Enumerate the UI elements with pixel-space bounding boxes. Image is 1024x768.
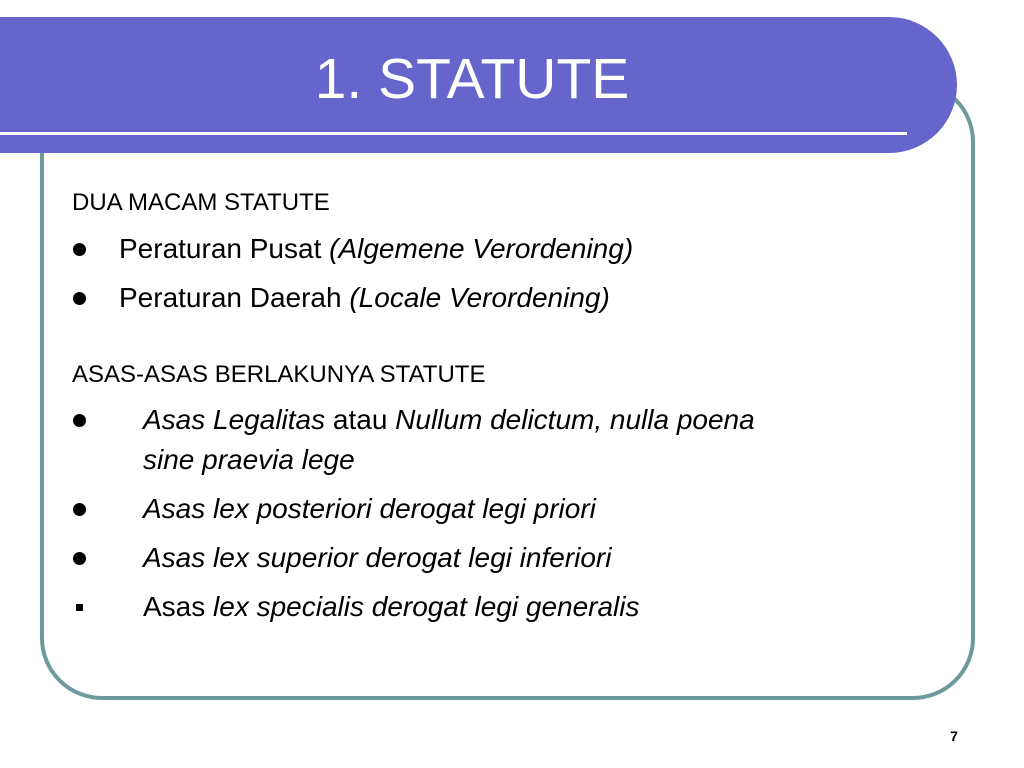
list-item-italic-text: lex specialis derogat legi generalis xyxy=(213,591,640,622)
round-bullet-icon xyxy=(73,414,86,427)
list-item-plain-text: Peraturan Daerah xyxy=(119,282,342,313)
round-bullet-icon xyxy=(73,503,86,516)
list-item-plain-text: atau xyxy=(332,404,388,435)
round-bullet-icon xyxy=(73,552,86,565)
title-underline xyxy=(0,132,907,135)
list-item-text xyxy=(119,229,633,269)
list-item-plain-text: Peraturan Pusat xyxy=(119,233,322,264)
section-heading-dua-macam-statute: DUA MACAM STATUTE xyxy=(72,189,330,216)
list-item-text-line-1 xyxy=(143,400,755,440)
section-heading-asas-asas: ASAS-ASAS BERLAKUNYA STATUTE xyxy=(72,361,486,388)
list-item-text xyxy=(143,587,640,627)
round-bullet-icon xyxy=(73,292,86,305)
list-item xyxy=(0,400,1024,480)
list-item-text-line-2: sine praevia lege xyxy=(143,444,355,475)
list-item-italic-text: (Locale Verordening) xyxy=(349,282,610,313)
list-item-text xyxy=(119,278,610,318)
list-item-italic-text: Asas lex posteriori derogat legi priori xyxy=(143,493,596,524)
list-item-italic-text: Asas Legalitas xyxy=(143,404,326,435)
round-bullet-icon xyxy=(73,243,86,256)
list-item-italic-text: Nullum delictum, nulla poena xyxy=(395,404,755,435)
square-bullet-icon xyxy=(76,604,83,611)
list-item-italic-text: Asas lex superior derogat legi inferiori xyxy=(143,542,612,573)
list-item-plain-text: Asas xyxy=(143,591,206,622)
page-number: 7 xyxy=(950,728,958,744)
slide-title: 1. STATUTE xyxy=(314,47,630,111)
list-item-italic-text: (Algemene Verordening) xyxy=(329,233,634,264)
